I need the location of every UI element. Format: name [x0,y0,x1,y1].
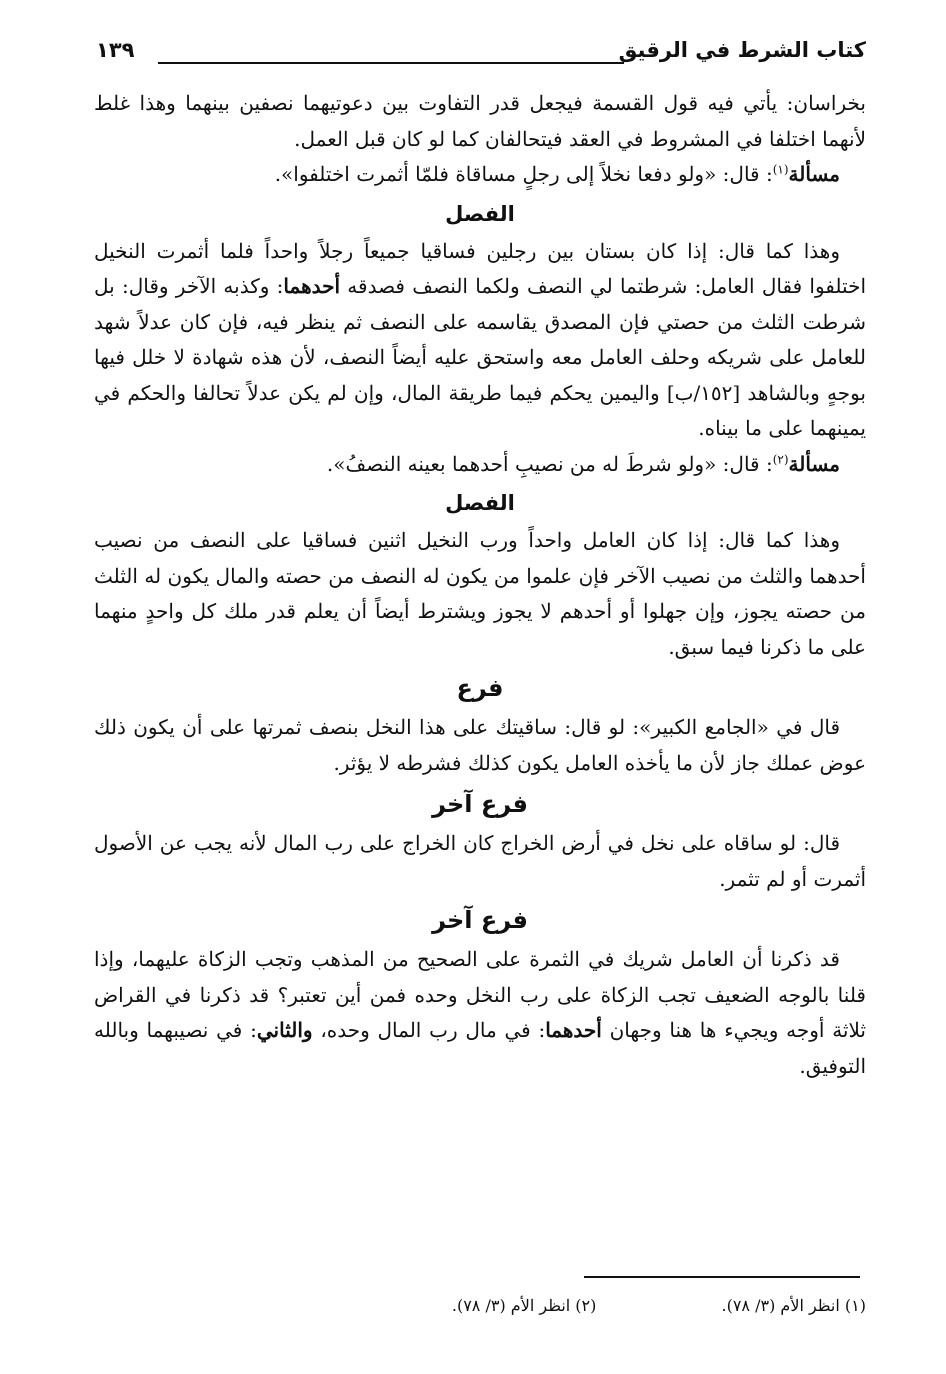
masala-label: مسألة [788,451,840,476]
page-number: ١٣٩ [96,38,135,62]
masala-2 [94,447,866,483]
paragraph-2-part-b: : وكذبه الآخر وقال: بل شرطت الثلث من حصتي فإن المصدق يقاسمه على النصف ثم ينظر فيه، فإن كان عدلاً شهد للعامل على شريكه وحلف العامل معه واستحق عليه أيضاً النصف، لأن هذه شهادة لا خلل فيها بوجهٍ وبالشاهد [١٥٢/ب] واليمين يحكم فيما طريقة المال، وإن لم يكن عدلاً تحالفا والحكم في يمينهما على ما بيناه. [94,274,866,440]
paragraph-3: وهذا كما قال: إذا كان العامل واحداً ورب النخيل اثنين فساقيا على النصف من نصيب أحدهما والثلث من نصيب الآخر فإن علموا من يكون له النصف من حصته والمال يكون له الثلث من حصته يجوز، وإن جهلوا أو أحدهم لا يجوز ويشترط أيضاً أن يعلم قدر ملك كل واحدٍ منهما على ما ذكرنا فيما سبق. [94,528,866,659]
masala-1 [94,157,866,193]
paragraph-1: بخراسان: يأتي فيه قول القسمة فيجعل قدر التفاوت بين دعوتيهما نصفين بينهما وهذا غلط لأنهما اختلفا في المشروط في العقد فيتحالفان كما لو كان قبل العمل. [94,91,866,151]
paragraph-6 [94,942,866,1084]
paragraph-6-bold-2: والثاني [256,1018,313,1042]
paragraph-2-bold: أحدهما [283,274,341,298]
section-heading-3: فرع [456,674,504,702]
paragraph-6-part-a: قد ذكرنا أن العامل شريك في الثمرة على الصحيح من المذهب وتجب الزكاة عليهما، وإذا قلنا بالوجه الضعيف تجب الزكاة على رب النخل وحده فمن أين تعتبر؟ قد ذكرنا في القراض ثلاثة أوجه ويجيء ها هنا وجهان [94,947,867,1042]
paragraph-5: قال: لو ساقاه على نخل في أرض الخراج كان الخراج على رب المال لأنه يجب عن الأصول أثمرت أو لم تثمر. [94,831,866,891]
masala-text: : قال: «ولو شرطَ له من نصيبِ أحدهما بعينه النصفُ». [326,451,773,476]
section-heading-1: الفصل [445,201,515,226]
running-title: كتاب الشرط في الرقيق [618,38,866,62]
paragraph-6-bold-1: أحدهما [545,1018,602,1042]
footnotes [246,1294,866,1318]
main-text [94,86,866,1084]
paragraph-2 [94,234,866,447]
footnote-2: (٢) انظر الأم (٣/ ٧٨). [451,1296,597,1315]
masala-text: : قال: «ولو دفعا نخلاً إلى رجلٍ مساقاة فلمّا أثمرت اختلفوا». [274,162,773,186]
section-heading-4: فرع آخر [432,790,528,818]
paragraph-6-part-b: : في مال رب المال وحده، [320,1018,546,1042]
header-rule [158,62,624,64]
section-heading-2: الفصل [445,491,515,515]
footnote-1: (١) انظر الأم (٣/ ٧٨). [721,1296,866,1315]
paragraph-6-part-c: : في نصيبهما وبالله التوفيق. [94,1018,866,1078]
paragraph-4: قال في «الجامع الكبير»: لو قال: ساقيتك على هذا النخل بنصف ثمرتها على أن يكون ذلك عوض عملك جاز لأن ما يأخذه العامل يكون كذلك فشرطه لا يؤثر. [94,715,866,775]
page-header [96,38,866,74]
footnote-ref-2: (٢) [772,451,789,466]
footnote-ref-1: (١) [772,162,789,177]
footnote-separator [584,1276,860,1278]
masala-label: مسألة [788,162,840,186]
paragraph-2-part-a: وهذا كما قال: إذا كان بستان بين رجلين فساقيا جميعاً رجلاً واحداً فلما أثمرت النخيل اختلفوا فقال العامل: شرطتما لي النصف ولكما النصف فصدقه [94,238,867,298]
section-heading-5: فرع آخر [432,906,528,934]
